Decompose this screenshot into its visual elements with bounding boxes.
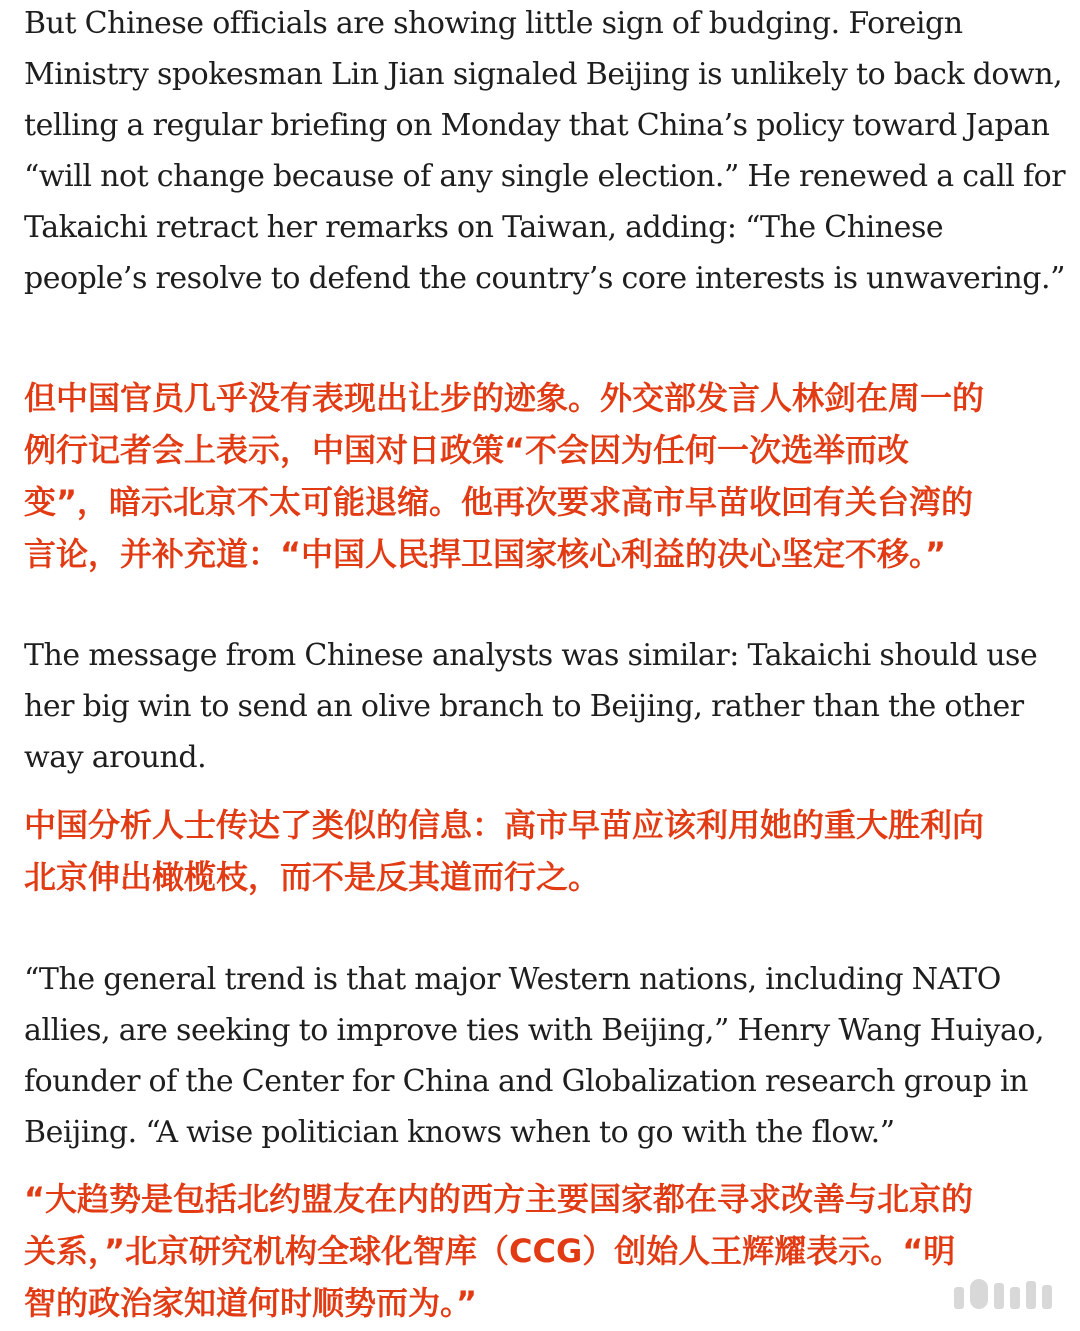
paragraph-chinese-1 (24, 372, 984, 580)
chinese-line: 言论，并补充道：“中国人民捍卫国家核心利益的决心坚定不移。” (24, 535, 947, 573)
chinese-line: 例行记者会上表示，中国对日政策“不会因为任何一次选举而改 (24, 431, 910, 469)
paragraph-chinese-2 (24, 799, 984, 903)
paragraph-english-1: But Chinese officials are showing little sign of budging. Foreign Ministry spokesman Lin Jian signaled Beijing is unlikely to back down, telling a regular briefing on Monday that China’s policy toward Japan “will not change because of any single election.” He renewed a call for Takaichi retract her remarks on Taiwan, adding: “The Chinese people’s resolve to defend the country’s core interests is unwavering.” (24, 6, 1066, 296)
chinese-line: 智的政治家知道何时顺势而为。” (24, 1284, 478, 1322)
chinese-line: 关系，”北京研究机构全球化智库（CCG）创始人王辉耀表示。“明 (24, 1232, 956, 1270)
chinese-line: 变”，暗示北京不太可能退缩。他再次要求高市早苗收回有关台湾的 (24, 483, 974, 521)
paragraph-chinese-3 (24, 1173, 973, 1329)
chinese-line: 北京伸出橄榄枝，而不是反其道而行之。 (24, 858, 601, 896)
chinese-line: 但中国官员几乎没有表现出让步的迹象。外交部发言人林剑在周一的 (24, 379, 985, 417)
watermark-logo-icon (954, 1279, 1052, 1309)
paragraph-english-3: “The general trend is that major Western nations, including NATO allies, are seeking to improve ties with Beijing,” Henry Wang Huiyao, founder of the Center for China and Globalization research group in Beijing. “A wise politician knows when to go with the flow.” (24, 962, 1045, 1150)
paragraph-english-2: The message from Chinese analysts was similar: Takaichi should use her big win to send an olive branch to Beijing, rather than the other way around. (24, 638, 1038, 775)
chinese-line: 中国分析人士传达了类似的信息：高市早苗应该利用她的重大胜利向 (24, 806, 985, 844)
chinese-line: “大趋势是包括北约盟友在内的西方主要国家都在寻求改善与北京的 (24, 1180, 974, 1218)
